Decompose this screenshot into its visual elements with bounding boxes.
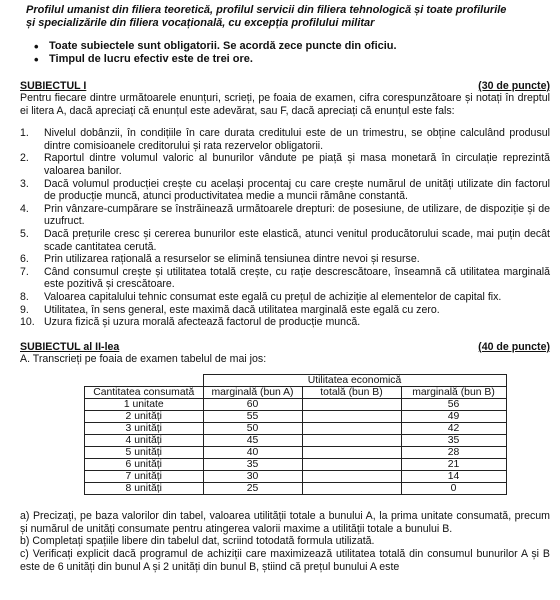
table-cell bbox=[302, 447, 401, 459]
statement-text: Utilitatea, în sens general, este maximă dacă utilitatea marginală este egală cu zero. bbox=[44, 303, 440, 316]
question-a: a) Precizați, pe baza valorilor din tabel, valoarea utilității totale a bunului A, la prima unitate consumată, precum și numărul de unități consumate pentru atingerea valorii maxime a utilității totale a bunului B. bbox=[20, 510, 550, 535]
table-cell: 60 bbox=[203, 399, 302, 411]
table-cell: 2 unități bbox=[85, 411, 204, 423]
subject-1-points: (30 de puncte) bbox=[478, 80, 550, 92]
question-b: b) Completați spațiile libere din tabelul dat, scriind totodată formula utilizată. bbox=[20, 535, 375, 548]
subject-1-heading bbox=[20, 80, 550, 92]
table-row bbox=[85, 447, 507, 459]
statement-number: 10. bbox=[20, 316, 35, 329]
subject-1-instructions: Pentru fiecare dintre următoarele enunțuri, scrieți, pe foaia de examen, cifra corespunzătoare și notați în dreptul ei litera A, dacă apreciați că enunțul este adevărat, sau F, dacă apreciați că enunțul este fals: bbox=[20, 92, 550, 117]
statement-text: Valoarea capitalului tehnic consumat este egală cu prețul de achiziție al elementelor de capital fix. bbox=[44, 290, 502, 303]
column-header: marginală (bun B) bbox=[401, 387, 506, 399]
table-cell bbox=[302, 423, 401, 435]
column-header: marginală (bun A) bbox=[203, 387, 302, 399]
table-cell: 21 bbox=[401, 459, 506, 471]
statement-item bbox=[20, 253, 550, 266]
subject-2-heading bbox=[20, 341, 550, 353]
statement-number: 7. bbox=[20, 265, 29, 278]
table-cell: 25 bbox=[203, 483, 302, 495]
table-group-header: Utilitatea economică bbox=[203, 375, 506, 387]
table-cell: 7 unități bbox=[85, 471, 204, 483]
rule-item: • Timpul de lucru efectiv este de trei ore. bbox=[34, 53, 550, 66]
table-corner-cell bbox=[85, 375, 204, 387]
header-line-2: și specializările din filiera vocațională, cu excepția profilului militar bbox=[26, 17, 375, 29]
question-c: c) Verificați explicit dacă programul de achiziții care maximizează utilitatea totală din consumul bunurilor A și B este de 6 unități din bunul A și 2 unități din bunul B, știind că prețul bunului A este bbox=[20, 548, 550, 573]
table-header-row bbox=[85, 387, 507, 399]
statement-text: Prin utilizarea rațională a resurselor se elimină tensiunea dintre nevoi și resurse. bbox=[44, 253, 420, 266]
subject-1-title: SUBIECTUL I bbox=[20, 80, 87, 92]
table-cell: 1 unitate bbox=[85, 399, 204, 411]
table-cell: 35 bbox=[203, 459, 302, 471]
table-cell: 14 bbox=[401, 471, 506, 483]
header-line-1: Profilul umanist din filiera teoretică, profilul servicii din filiera tehnologică și toate profilurile bbox=[26, 4, 507, 16]
table-row bbox=[85, 471, 507, 483]
table-cell: 30 bbox=[203, 471, 302, 483]
statement-item bbox=[20, 304, 550, 317]
statement-number: 6. bbox=[20, 253, 29, 266]
table-cell: 40 bbox=[203, 447, 302, 459]
table-group-header-row bbox=[85, 375, 507, 387]
table-cell: 4 unități bbox=[85, 435, 204, 447]
column-header: Cantitatea consumată bbox=[85, 387, 204, 399]
table-cell: 8 unități bbox=[85, 483, 204, 495]
table-row bbox=[85, 435, 507, 447]
exam-rules bbox=[34, 40, 550, 66]
subject-2-questions bbox=[20, 510, 550, 573]
statement-text: Uzura fizică și uzura morală afectează factorul de producție muncă. bbox=[44, 316, 361, 329]
table-row bbox=[85, 459, 507, 471]
table-cell: 55 bbox=[203, 411, 302, 423]
table-cell bbox=[302, 483, 401, 495]
table-cell bbox=[302, 471, 401, 483]
table-cell: 49 bbox=[401, 411, 506, 423]
table-cell bbox=[302, 411, 401, 423]
statement-text: Când consumul crește și utilitatea totală crește, cu rație descrescătoare, înseamnă că utilitatea marginală este pozitivă și crescătoare. bbox=[44, 265, 550, 291]
subject-2-points: (40 de puncte) bbox=[478, 340, 550, 353]
rule-item: • Toate subiectele sunt obligatorii. Se acordă zece puncte din oficiu. bbox=[34, 40, 550, 53]
statement-number: 1. bbox=[20, 127, 29, 140]
statement-text: Dacă prețurile cresc și cererea bunurilor este elastică, atunci venitul producătorului scade, mai puțin decât scade cantitatea cerută. bbox=[44, 227, 550, 253]
table-cell: 5 unități bbox=[85, 447, 204, 459]
statement-item bbox=[20, 316, 550, 329]
table-cell: 6 unități bbox=[85, 459, 204, 471]
table-cell bbox=[302, 399, 401, 411]
statement-number: 9. bbox=[20, 303, 29, 316]
table-cell bbox=[302, 459, 401, 471]
table-row bbox=[85, 411, 507, 423]
table-cell: 35 bbox=[401, 435, 506, 447]
table-cell: 50 bbox=[203, 423, 302, 435]
table-cell: 3 unități bbox=[85, 423, 204, 435]
table-cell: 45 bbox=[203, 435, 302, 447]
table-cell: 0 bbox=[401, 483, 506, 495]
subject-2-title: SUBIECTUL al II-lea bbox=[20, 340, 120, 353]
statement-number: 4. bbox=[20, 202, 29, 215]
table-cell: 56 bbox=[401, 399, 506, 411]
statement-text: Nivelul dobânzii, în condițiile în care durata creditului este de un trimestru, se obține calculând produsul dintre comisioanele creditorului și rata rezervelor obligatorii. bbox=[44, 127, 550, 152]
statement-item bbox=[20, 203, 550, 228]
subject-1-items bbox=[20, 127, 550, 329]
statement-text: Prin vânzare-cumpărare se înstrăinează următoarele drepturi: de posesiune, de utilizare, de dispoziție și de uzufruct. bbox=[44, 202, 550, 228]
statement-item bbox=[20, 291, 550, 304]
table-row bbox=[85, 483, 507, 495]
table-cell: 28 bbox=[401, 447, 506, 459]
utility-table bbox=[84, 374, 507, 495]
table-cell: 42 bbox=[401, 423, 506, 435]
subject-2-instruction: A. Transcrieți pe foaia de examen tabelul de mai jos: bbox=[20, 352, 267, 365]
statement-item bbox=[20, 152, 550, 177]
statement-item bbox=[20, 127, 550, 152]
table-row bbox=[85, 399, 507, 411]
statement-number: 3. bbox=[20, 177, 29, 190]
statement-number: 2. bbox=[20, 152, 29, 165]
table-row bbox=[85, 423, 507, 435]
statement-text: Dacă volumul producției crește cu același procentaj cu care crește numărul de unități utilizate din factorul de producție muncă, atunci productivitatea medie a muncii rămâne constantă. bbox=[44, 177, 550, 203]
table-cell bbox=[302, 435, 401, 447]
column-header: totală (bun B) bbox=[302, 387, 401, 399]
statement-item bbox=[20, 266, 550, 291]
statement-item bbox=[20, 178, 550, 203]
statement-item bbox=[20, 228, 550, 253]
statement-text: Raportul dintre volumul valoric al bunurilor vândute pe piață și masa monetară în circulație reprezintă valoarea banilor. bbox=[44, 152, 550, 177]
statement-number: 8. bbox=[20, 290, 29, 303]
exam-header bbox=[26, 4, 550, 30]
statement-number: 5. bbox=[20, 227, 29, 240]
